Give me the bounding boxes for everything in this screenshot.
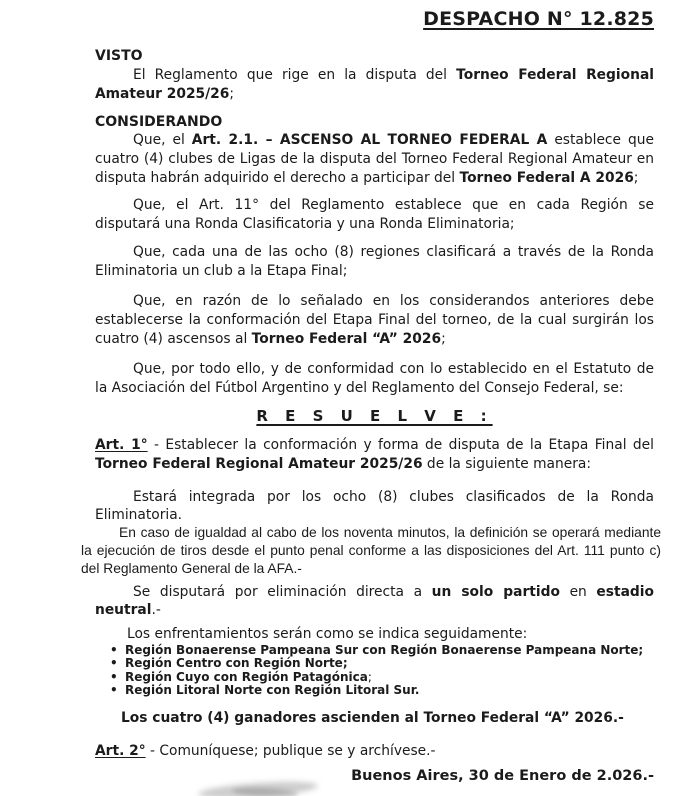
visto-heading: VISTO [95,48,143,64]
matchups-list [95,644,654,698]
matchups-intro: Los enfrentamientos serán como se indica seguidamente: [127,626,528,642]
matchup-text: Región Bonaerense Pampeana Sur con Región Bonaerense Pampeana Norte; [125,643,644,657]
text-run: de la siguiente manera: [422,456,592,472]
article-1-body-1: Estará integrada por los ocho (8) clubes clasificados de la Ronda Eliminatoria. [95,489,654,523]
text-run-bold: Art. 2.1. – ASCENSO AL TORNEO FEDERAL A [191,132,548,148]
text-run: Que, el [133,132,192,148]
text-run: - Comuníquese; publique se y archívese.- [145,742,436,759]
text-run: ; [633,170,639,186]
considerando-paragraph-4 [95,292,654,349]
text-run-bold: Torneo Federal A 2026 [459,170,634,186]
resuelve-heading: R E S U E L V E : [256,407,493,425]
text-run: en [559,584,597,600]
text-run: ; [441,331,446,347]
matchup-text: Región Centro con Región Norte; [125,656,348,671]
list-item [95,657,654,670]
text-run: Que, en razón de lo señalado en los considerandos anteriores debe establecerse la conformación del Etapa Final del torneo, de la cual surgirán los cuatro (4) ascensos al [95,293,654,347]
text-run: - Establecer la conformación y forma de disputa de la Etapa Final del [147,437,654,453]
considerando-paragraph-3: Que, cada una de las ocho (8) regiones clasificará a través de la Ronda Eliminatoria un club a la Etapa Final; [95,244,654,279]
bullet-icon: • [110,683,118,698]
article-1-body-2-inserted: En caso de igualdad al cabo de los noventa minutos, la definición se operará mediante la ejecución de tiros desde el punto penal conforme a las disposiciones del Art. 111 punto c) del Reglamento General de la AFA.- [81,525,661,576]
text-run-bold: Torneo Federal Regional Amateur 2025/26 [95,456,423,472]
winners-promotion-statement: Los cuatro (4) ganadores ascienden al Torneo Federal “A” 2026.- [121,709,624,726]
considerando-paragraph-2: Que, el Art. 11° del Reglamento establece que en cada Región se disputará una Ronda Clasificatoria y una Ronda Eliminatoria; [95,197,654,232]
article-2-paragraph [95,742,654,761]
matchup-text: Región Litoral Norte con Región Litoral Sur. [125,683,420,698]
article-1-body-3 [95,583,654,619]
text-run-bold: Torneo Federal Regional Amateur 2025/26 [95,67,654,102]
considerando-paragraph-1 [95,131,654,188]
text-run-bold: estadio neutral [95,584,654,618]
text-run: ; [229,86,235,102]
article-1-label: Art. 1° [95,437,148,453]
list-item [95,671,654,684]
list-item [95,684,654,697]
text-run-bold: un solo partido [431,584,560,600]
matchup-text: Región Cuyo con Región Patagónica [125,669,368,684]
considerando-paragraph-5: Que, por todo ello, y de conformidad con lo establecido en el Estatuto de la Asociación del Fútbol Argentino y del Reglamento del Consejo Federal, se: [95,361,654,396]
bullet-icon: • [110,669,118,684]
signature-smudge [198,781,323,796]
dateline: Buenos Aires, 30 de Enero de 2.026.- [351,767,654,784]
bullet-icon: • [110,643,118,657]
resuelve-row [95,407,654,427]
text-run: establece que cuatro (4) clubes de Ligas de la disputa del Torneo Federal Regional Amateur en disputa habrán adquirido el derecho a participar del [95,132,654,186]
text-run: Se disputará por eliminación directa a [133,584,432,600]
text-run-bold: Torneo Federal “A” 2026 [251,331,442,347]
title-row [95,8,654,32]
text-run: El Reglamento que rige en la disputa del [133,67,457,83]
text-run: .- [151,602,161,618]
considerando-heading: CONSIDERANDO [95,114,223,130]
article-1-paragraph [95,436,654,474]
list-item [95,644,654,657]
article-2-label: Art. 2° [95,742,146,759]
visto-paragraph [95,66,654,104]
dispatch-number-title: DESPACHO N° 12.825 [423,8,654,30]
text-run: ; [367,669,372,684]
bullet-icon: • [110,656,118,671]
